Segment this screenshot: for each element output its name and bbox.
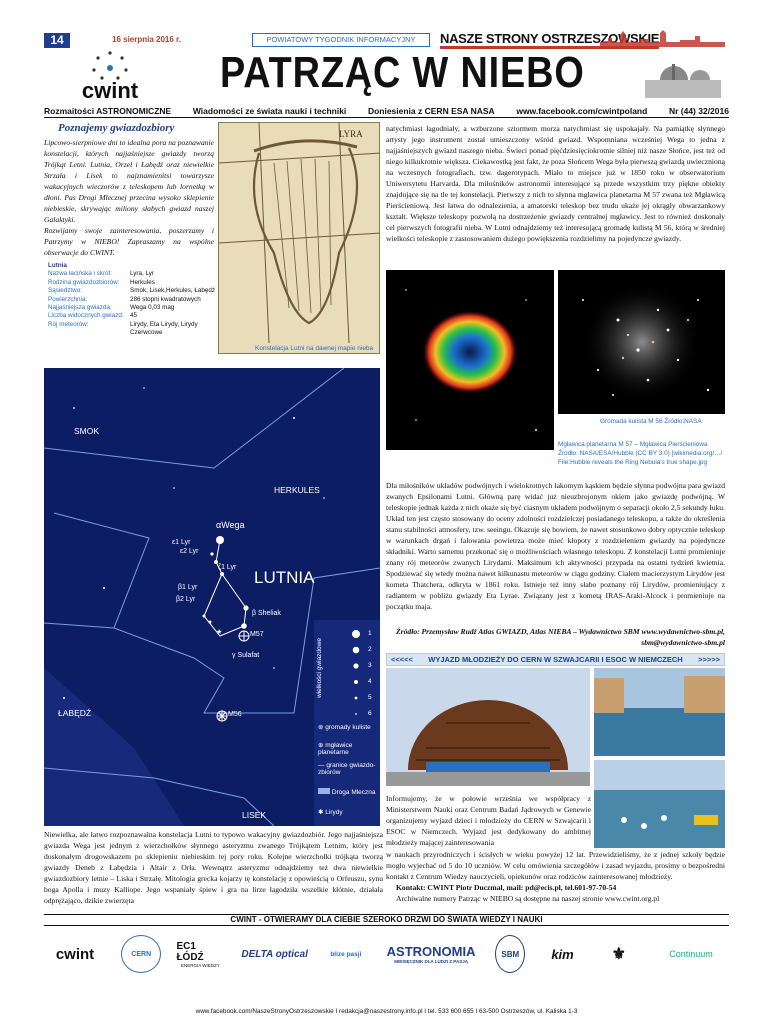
legend-lyrids-label: Lirydy [325, 809, 343, 816]
sponsor-ec1 [176, 935, 224, 973]
map-label-wega: αWega [216, 520, 245, 530]
facts-key: Nazwa łacińska i skrót: [48, 270, 113, 278]
cern-text-1: Informujemy, że w połowie września we współpracy z Ministerstwem Nauki oraz Centrum Badań Jądrowych w Genewie organizujemy wyjazd dzieci i młodzieży do CERN w Szwajcarii i ESOC w Niemczech. Wyjazd jest dedykowany do ambitnej młodzieży mającej zainteresowania [386, 794, 591, 847]
legend-mag: 3 [368, 662, 372, 669]
sponsor-blize: blize pasji [330, 950, 362, 958]
map-label-herkules: HERKULES [274, 485, 320, 495]
facts-value: Lyra, Lyr [130, 270, 155, 278]
globular-cluster-image [558, 270, 725, 414]
ring-nebula-caption: Mgławica planetarna M 57 – Mgławica Pierścieniowa Źródło: NASA/ESA/Hubble (CC BY 3.0) [wikimedia.org/…/ File:Hubble reveals the Ring Nebula's true shape.jpg [558, 441, 723, 466]
facts-row [48, 321, 216, 338]
cluster-drawing [558, 270, 725, 414]
sponsor-cern: CERN [121, 935, 161, 973]
article-right-top: natychmiast łagodniały, a wzburzone sztormem morza natychmiast się uspokajały. Na pamiątkę słynnego artysty jego instrument został umieszczony wśród gwiazd. Wspomniana wcześniej Wega to jedna z najjaśniejszych gwiazd naszego nieba. Świeci ponad pięćdziesięciokrotnie silniej niż nasze Słońce, jest też od niego kilkukrotnie większa. Ciekawostką jest fakt, że poza Słońcem Wega była pierwszą gwiazdą uwiecznioną na wczesnych fotografiach, tzw. dagerotypach. Miało to miejsce już w 1850 roku w obserwatorium Uniwersytetu Harvarda. Dla miłośników astronomii interesujące są przede wszystkim trzy piękne obiekty znajdujące się na tle tej konstelacji. Pierwszy z nich to słynna mgławica planetarna M 57 zwana też Mgławicą Pierścieniową. Jest łatwa do odnalezienia, a amatorski teleskop bez trudu ukaże jej okrągły obwarzankowy kształt. Większe teleskopy pozwolą na dostrzeżenie gwiazdy centralnej mgławicy. Jest to również doskonały cel pierwszych fotografii nieba. W Lutni odnajdziemy też interesującą gromadę kulistą M 56, którą w średniej wielkości teleskopie z zastosowaniem dużego powiększenia rozdzielimy na pojedyncze gwiazdy. [386, 124, 725, 243]
svg-text:★: ★ [216, 629, 223, 636]
map-label-labedz: ŁABĘDŹ [58, 708, 92, 718]
facts-key: Rój meteorów: [48, 320, 89, 328]
ring-nebula-image [386, 270, 554, 450]
map-label-lutnia: LUTNIA [254, 568, 315, 587]
section-facebook: www.facebook.com/cwintpoland [516, 105, 648, 116]
paper-name: NASZE STRONY OSTRZESZOWSKIE [440, 31, 659, 49]
facts-value: Wega 0,03 mag [130, 304, 175, 312]
intro-paragraph-1: Lipcowo-sierpniowe dni to idealna pora na poznawanie konstelacji, których najjaśniejsze gwiazdy tworzą Trójkąt Letni. Lutnia, Orzeł i Łabędź oraz niewielkie Strzała i Lisek to najznamienitsi towarzysze wakacyjnych wieczorów z teleskopem lub lornetką w dłoni. Pas Drogi Mlecznej przecina wysoko sklepienie niebieskie, skrywając miliony słabych gwiazd naszej Galaktyki. [44, 138, 215, 224]
facts-value: 45 [130, 312, 138, 320]
geneva-lake-photo-2 [594, 760, 725, 848]
page-title: PATRZĄC W NIEBO [220, 48, 585, 97]
issue-date: 16 sierpnia 2016 r. [112, 35, 181, 44]
legend-milkyway-label: Droga Mleczna [331, 789, 376, 796]
lake-drawing-2 [594, 760, 725, 848]
facts-key: Sąsiedztwo: [48, 287, 82, 295]
facts-row [48, 296, 216, 304]
map-label-z1: ζ1 Lyr [218, 564, 237, 571]
ring-nebula-drawing [386, 270, 554, 450]
cern-text-2 [386, 849, 725, 904]
milky-way-swatch-icon [318, 788, 330, 794]
section-science: Wiadomości ze świata nauki i techniki [192, 105, 347, 116]
map-label-smok: SMOK [74, 426, 100, 436]
legend-planetary [318, 742, 378, 756]
cern-text-2-body: w naukach przyrodniczych i ścisłych w wieku powyżej 12 lat. Przewidzieliśmy, że z jednej szkoły będzie mogło wyjechać od 5 do 10 uczniów. W celu omówienia szczegółów i zasad wyjazdu, prosimy o bezpośredni kontakt z Centrum Wiedzy nauczycieli, opiekunów oraz rodziców zainteresowanej młodzieży. [386, 850, 725, 881]
slogan-bar: CWINT - OTWIERAMY DLA CIEBIE SZEROKO DRZWI DO ŚWIATA WIEDZY I NAUKI [44, 914, 729, 926]
intro-heading: Poznajemy gwiazdozbiory [58, 122, 175, 134]
intro-text [44, 137, 214, 258]
sponsor-kim: kim [551, 946, 574, 962]
legend-borders-label: granice gwiazdo-zbiorów [318, 762, 376, 776]
cwint-logo [50, 48, 170, 103]
lake-drawing-1 [594, 668, 725, 756]
facts-value: Smok, Lisek,Herkules, Łabędź [130, 287, 216, 295]
border-line-icon: — [318, 762, 327, 769]
facts-key: Rodzina gwiazdozbiorów: [48, 278, 120, 286]
legend-planetary-label: mgławice planetarne [318, 742, 353, 756]
city-skyline-icon [600, 30, 725, 48]
legend-mag: 5 [368, 694, 372, 701]
globular-cluster-caption: Gromada kulista M 56 Źródło:NASA [600, 418, 702, 425]
facts-row [48, 279, 216, 287]
issue-number: Nr (44) 32/2016 [668, 105, 729, 116]
cern-archive: Archiwalne numery Patrząc w NIEBO są dostępne na naszej stronie www.cwint.org.pl [396, 894, 660, 903]
observatory-icon [640, 52, 726, 100]
legend-mag: 2 [368, 646, 372, 653]
planetary-icon: ⊕ [318, 742, 326, 749]
map-label-e1: ε1 Lyr [172, 539, 191, 546]
page-number: 14 [44, 33, 70, 48]
legend-globular-label: gromady kuliste [325, 724, 371, 731]
map-label-b2: β2 Lyr [176, 596, 196, 603]
facts-value: 286 stopni kwadratowych [130, 295, 201, 303]
facts-key: Najjaśniejsza gwiazda: [48, 304, 112, 312]
page-footer: www.facebook.com/NaszeStronyOstrzeszowskie I redakcja@naszestrony.info.pl I tel. 533 600 655 I 63-500 Ostrzeszów, ul. Kaliska 1-3 [195, 1008, 578, 1015]
sponsor-cwint: cwint [55, 945, 95, 963]
sponsor-astronomia-name: ASTRONOMIA [386, 944, 476, 959]
map-label-sulafat: γ Sulafat [232, 652, 260, 659]
map-legend [314, 620, 380, 826]
legend-borders [318, 762, 378, 776]
legend-title: wielkości gwiazdowe [316, 638, 323, 698]
lyra-caption: Konstelacja Lutni na dawnej mapie nieba [255, 345, 374, 352]
map-label-m57: M57 [250, 631, 264, 638]
globular-icon: ⊛ [318, 724, 326, 731]
lyra-old-map-image [218, 122, 380, 354]
section-astronomy: Rozmaitości ASTRONOMICZNE [44, 105, 172, 116]
lyre-drawing [219, 123, 380, 343]
facts-value: Lirydy, Eta Lirydy, Lirydy Czerwcowe [130, 320, 198, 337]
facts-row [48, 270, 216, 278]
map-label-m56: M56 [228, 711, 242, 718]
lyra-label: LYRA [339, 129, 363, 139]
sponsor-sbm: SBM [495, 935, 525, 973]
sponsor-ec1-name: EC1 ŁÓDŹ [176, 940, 204, 963]
legend-mag: 1 [368, 630, 372, 637]
article-bottom-left: Niewielka, ale łatwo rozpoznawalna konstelacja Lutni to typowo wakacyjny gwiazdozbiór. Jego najjaśniejsza gwiazda Wega jest jednym z wierzchołków słynnego asteryzmu zwanego Trójkątem Letnim, który jest doskonałym drogowskazem po sklepieniu niebieskim tej pory roku. Kolejne wierzchołki trójkąta tworzą gwiazdy Deneb z Łabędzia i Altair z Orła. Wewnątrz asteryzmu odnajdziemy też dwa niewielkie gwiazdozbiory letnie – Liska i Strzałę. Mitologia grecka kojarzy tę konstelację z opowieścią o Orfeuszu, synu boga Apolla i muzy Kalliope. Jego wspaniały śpiew i gra na lirze łagodziła wszelkie kłótnie, działała odprężająco, dzikie zwierzęta [44, 830, 383, 905]
cern-banner-right: >>>>> [698, 655, 720, 664]
cern-banner-title: WYJAZD MŁODZIEŻY DO CERN W SZWAJCARII I ESOC W NIEMCZECH [428, 655, 683, 664]
facts-value: Herkules [130, 278, 155, 286]
lyrids-star-icon: ✱ [318, 809, 326, 816]
facts-row [48, 312, 216, 320]
weekly-label: POWIATOWY TYGODNIK INFORMACYJNY [252, 33, 430, 47]
cern-banner-left: <<<<< [391, 655, 413, 664]
cern-globe-photo [386, 668, 590, 786]
legend-milkyway [318, 788, 378, 796]
cern-contact: Kontakt: CWINT Piotr Duczmal, mail: pd@ecis.pl, tel.601-97-70-54 [396, 883, 617, 892]
map-label-lisek: LISEK [242, 810, 267, 820]
facts-key: Powierzchnia: [48, 295, 88, 303]
legend-mag: 4 [368, 678, 372, 685]
geneva-lake-photo-1 [594, 668, 725, 756]
facts-key: Liczba widocznych gwiazd: [48, 312, 124, 320]
legend-globular [318, 724, 378, 731]
sponsor-delta: DELTA optical [241, 948, 308, 960]
section-cern: Doniesienia z CERN ESA NASA [367, 105, 495, 116]
map-label-b1: β1 Lyr [178, 584, 198, 591]
sponsor-eagle-icon: ⚜ [611, 946, 626, 963]
legend-magnitudes [350, 628, 362, 720]
map-label-e2: ε2 Lyr [180, 548, 199, 555]
map-label-sheliak: β Sheliak [252, 610, 281, 617]
facts-row [48, 304, 216, 312]
intro-paragraph-2: Rozwijamy swoje zainteresowania, poszerzamy i Patrzymy w NIEBO! Zapraszamy na wspólne obserwacje do CWINT. [44, 226, 214, 257]
facts-title: Lutnia [48, 262, 67, 269]
section-bar [44, 104, 729, 118]
sponsor-astronomia-sub: MIESIĘCZNIK DLA LUDZI Z PASJĄ [394, 959, 468, 964]
cern-banner [386, 653, 725, 666]
article-right-mid: Dla miłośników układów podwójnych i wielokrotnych łakomym kąskiem będzie słynna podwójna para gwiazd zwanych Epsilonami Lutni. Główną parę widać już nieuzbrojonym okiem jako gwiazdę podwójną. W teleskopie jednak każda z nich okaże się być ciasnym układem podwójnym o separacji około 2,5 sekundy łuku. Układ ten jest często stosowany do oceny zdolności rozdzielczej posiadanego teleskopu, a także do określenia stanu stabilności atmosfery, tzw. seeingu. Okazuje się bowiem, że nawet stosunkowo dobry optycznie teleskop w warunkach drgań i falowania powietrza może mieć kłopoty z rozdzieleniem gwiazdy na pojedyncze składniki. Warto samemu przekonać się o możliwościach własnego teleskopu. Z konstelacji Lutni promieniuje znany rój meteorów zwanych Lirydami. Maksimum ich aktywności przypada na ostatni tydzień kwietnia. Spodziewać się wtedy można nawet kilkunastu meteorów w ciągu godziny. Ciałem macierzystym Lirydów jest kometa Thatchera, odkryta w 1861 roku. Istnieje też inny słabo poznany rój Lirydów, promieniujący z radiantem w pobliżu gwiazdy Eta Lyrae. Związany jest z kometą IRAS-Araki-Alcock i promieniuje na początku maja. [386, 481, 725, 611]
facts-row [48, 287, 216, 295]
sponsor-astronomia [382, 935, 480, 973]
sponsor-continuum: Continuum [669, 949, 713, 959]
globe-drawing [386, 668, 590, 786]
facts-table [48, 262, 216, 338]
legend-lyrids [318, 808, 378, 816]
sponsor-logos [44, 930, 729, 978]
cwint-logo-text: cwint [81, 78, 139, 103]
legend-mag: 6 [368, 710, 372, 717]
sponsor-ec1-sub: ENERGIA WIEDZY [181, 962, 220, 968]
article-source: Źródło: Przemysław Rudź Atlas GWIAZD, Atlas NIEBA – Wydawnictwo SBM www.wydawnictwo-sbm.pl, sbm@wydawnictwo-sbm.pl [396, 627, 725, 647]
